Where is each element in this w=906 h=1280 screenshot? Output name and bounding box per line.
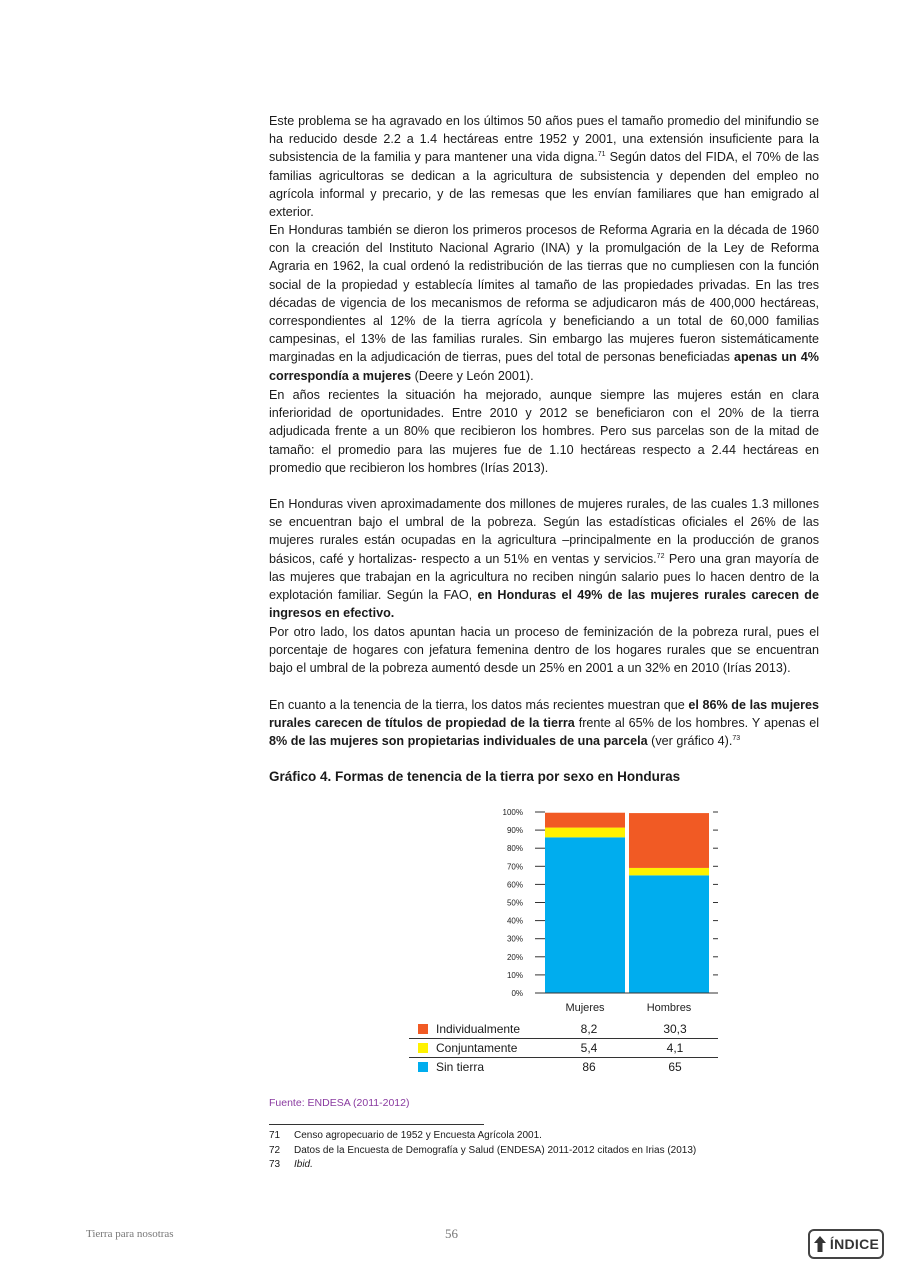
legend-label: Individualmente	[436, 1022, 521, 1036]
footnote-72	[269, 1144, 696, 1159]
y-tick-label: 10%	[506, 970, 523, 980]
paragraph-5	[269, 623, 819, 678]
legend-swatch	[418, 1062, 428, 1072]
text-segment: (ver gráfico 4).	[647, 734, 733, 749]
paragraph-3	[269, 386, 819, 477]
bar-mujeres-individualmente	[545, 813, 625, 828]
footnote-text: Ibid.	[294, 1159, 313, 1170]
footnote-divider	[269, 1124, 484, 1125]
data-value: 65	[668, 1059, 682, 1074]
legend-label: Sin tierra	[436, 1059, 485, 1074]
y-tick-label: 100%	[502, 808, 523, 817]
text-segment: Según datos del FIDA, el 70% de las familias agricultoras se dedican a la agricultura de subsistencia y dependen del empleo no agrícola informal y precario, y de las remesas que les envían familiares que han emigrado al exterior.	[269, 150, 819, 220]
bar-hombres-individualmente	[629, 813, 709, 868]
y-tick-label: 80%	[506, 844, 523, 854]
text-segment: Por otro lado, los datos apuntan hacia un proceso de feminización de la pobreza rural, pues el porcentaje de hogares con jefatura femenina dentro de los hogares rurales que se encuentran bajo el umbral de la pobreza aumentó desde un 25% en 2001 a un 32% en 2010 (Irías 2013).	[269, 625, 819, 676]
bold-text: en Honduras el 49% de las mujeres rurales carecen de ingresos en efectivo.	[269, 588, 819, 621]
text-segment: frente al 65% de los hombres. Y apenas el	[574, 716, 819, 731]
paragraph-1	[269, 112, 819, 221]
footnotes	[269, 1129, 696, 1173]
legend-series-name	[409, 1057, 546, 1076]
data-value: 30,3	[632, 1020, 718, 1039]
bar-hombres-conjuntamente	[629, 868, 709, 875]
legend-swatch	[418, 1024, 428, 1034]
y-tick-label: 70%	[506, 862, 523, 872]
legend-row-conjuntamente	[409, 1039, 718, 1058]
text-segment: En Honduras viven aproximadamente dos millones de mujeres rurales, de las cuales 1.3 millones se encuentran bajo el umbral de la pobreza. Según las estadísticas oficiales el 26% de las mujeres rurales están ocupadas en la agricultura –principalmente en la producción de granos básicos, café y hortalizas- respecto a un 51% en ventas y servicios.	[269, 497, 819, 566]
x-category-label: Hombres	[646, 1002, 692, 1014]
y-tick-label: 90%	[506, 826, 523, 836]
bold-text: apenas un 4% correspondía a mujeres	[269, 350, 819, 383]
footnote-71	[269, 1129, 696, 1144]
bar-mujeres-sin-tierra	[545, 837, 625, 993]
text-segment: En años recientes la situación ha mejorado, aunque siempre las mujeres están en clara inferioridad de oportunidades. Entre 2010 y 2012 se beneficiaron con el 20% de la tierra adjudicada frente a un 80% que recibieron los hombres. Pero sus parcelas son de la mitad de tamaño: el promedio para las mujeres fue de 1.10 hectáreas respecto a 2.44 hectáreas en promedio que recibieron los hombres (Irías 2013).	[269, 388, 819, 475]
data-value: 86	[582, 1059, 596, 1074]
chart-title: Gráfico 4. Formas de tenencia de la tierra por sexo en Honduras	[269, 769, 681, 784]
bar-hombres-sin-tierra	[629, 875, 709, 993]
footnote-text: Censo agropecuario de 1952 y Encuesta Agrícola 2001.	[294, 1130, 542, 1141]
footnote-number: 73	[269, 1159, 281, 1170]
footnote-text: Datos de la Encuesta de Demografía y Salud (ENDESA) 2011-2012 citados en Irias (2013)	[294, 1144, 697, 1156]
footnote-number: 71	[269, 1130, 281, 1141]
legend-swatch	[418, 1043, 428, 1053]
footnote-number: 72	[269, 1144, 281, 1156]
paragraph-2	[269, 221, 819, 385]
y-tick-label: 20%	[506, 952, 523, 962]
y-tick-label: 50%	[506, 898, 523, 908]
text-segment: Pero una gran mayoría de las mujeres que trabajan en la agricultura no reciben ningún salario pues lo hacen dentro de la explotación familiar. Según la FAO,	[269, 551, 819, 603]
legend-series-name	[409, 1039, 546, 1058]
text-segment: En Honduras también se dieron los primeros procesos de Reforma Agraria en la década de 1960 con la creación del Instituto Nacional Agrario (INA) y la promulgación de la Ley de Reforma Agraria en 1962, la cual ordenó la redistribución de las tierras que no cumpliesen con la función social de la propiedad y establecía límites al tamaño de las propiedades privadas. En las tres décadas de vigencia de los mecanismos de reforma se adjudicaron más de 400,000 hectáreas, correspondientes al 12% de la tierra agrícola y beneficiando a un total de 60,000 familias campesinas, el 13% de las familias rurales. Sin embargo las mujeres fueron sistemáticamente marginadas en la adjudicación de tierras, pues del total de personas beneficiadas	[269, 223, 819, 365]
legend-row-individualmente	[409, 1020, 718, 1039]
text-segment: En cuanto a la tenencia de la tierra, los datos más recientes muestran que	[269, 698, 689, 712]
chart-data-table	[409, 1020, 718, 1076]
paragraph-4	[269, 495, 819, 622]
index-button-label: ÍNDICE	[829, 1236, 880, 1252]
text-segment: Este problema se ha agravado en los últimos 50 años pues el tamaño promedio del minifundio se ha reducido desde 2.2 a 1.4 hectáreas entre 1952 y 2001, una extensión insuficiente para la subsistencia de la familia y para mantener una vida digna.	[269, 114, 819, 165]
paragraph-6	[269, 696, 819, 751]
data-value: 4,1	[632, 1039, 718, 1058]
footnote-ref[interactable]: 73	[732, 735, 741, 743]
y-tick-label: 40%	[506, 916, 523, 926]
data-value: 5,4	[546, 1039, 632, 1058]
y-tick-label: 0%	[511, 989, 523, 998]
page-number: 56	[445, 1226, 458, 1241]
text-segment: (Deere y León 2001).	[411, 368, 534, 383]
chart-source: Fuente: ENDESA (2011-2012)	[269, 1097, 410, 1109]
index-button[interactable]	[808, 1229, 884, 1259]
footnote-ref[interactable]: 71	[597, 151, 606, 159]
stacked-bar-chart	[400, 800, 730, 1022]
footnote-ref[interactable]: 72	[656, 552, 665, 560]
footnote-73	[269, 1158, 696, 1173]
legend-series-name	[409, 1020, 546, 1039]
y-tick-label: 30%	[506, 934, 523, 944]
y-tick-label: 60%	[506, 880, 523, 890]
bold-text: el 86% de las mujeres rurales carecen de títulos de propiedad de la tierra	[269, 698, 819, 731]
x-category-label: Mujeres	[565, 1002, 605, 1014]
data-value: 8,2	[546, 1020, 632, 1039]
arrow-up-icon	[813, 1235, 827, 1253]
bold-text: 8% de las mujeres son propietarias individuales de una parcela	[269, 734, 648, 749]
bar-mujeres-conjuntamente	[545, 828, 625, 838]
footer-book-title: Tierra para nosotras	[86, 1228, 174, 1240]
legend-row-sin-tierra	[409, 1057, 718, 1076]
legend-label: Conjuntamente	[436, 1040, 518, 1055]
